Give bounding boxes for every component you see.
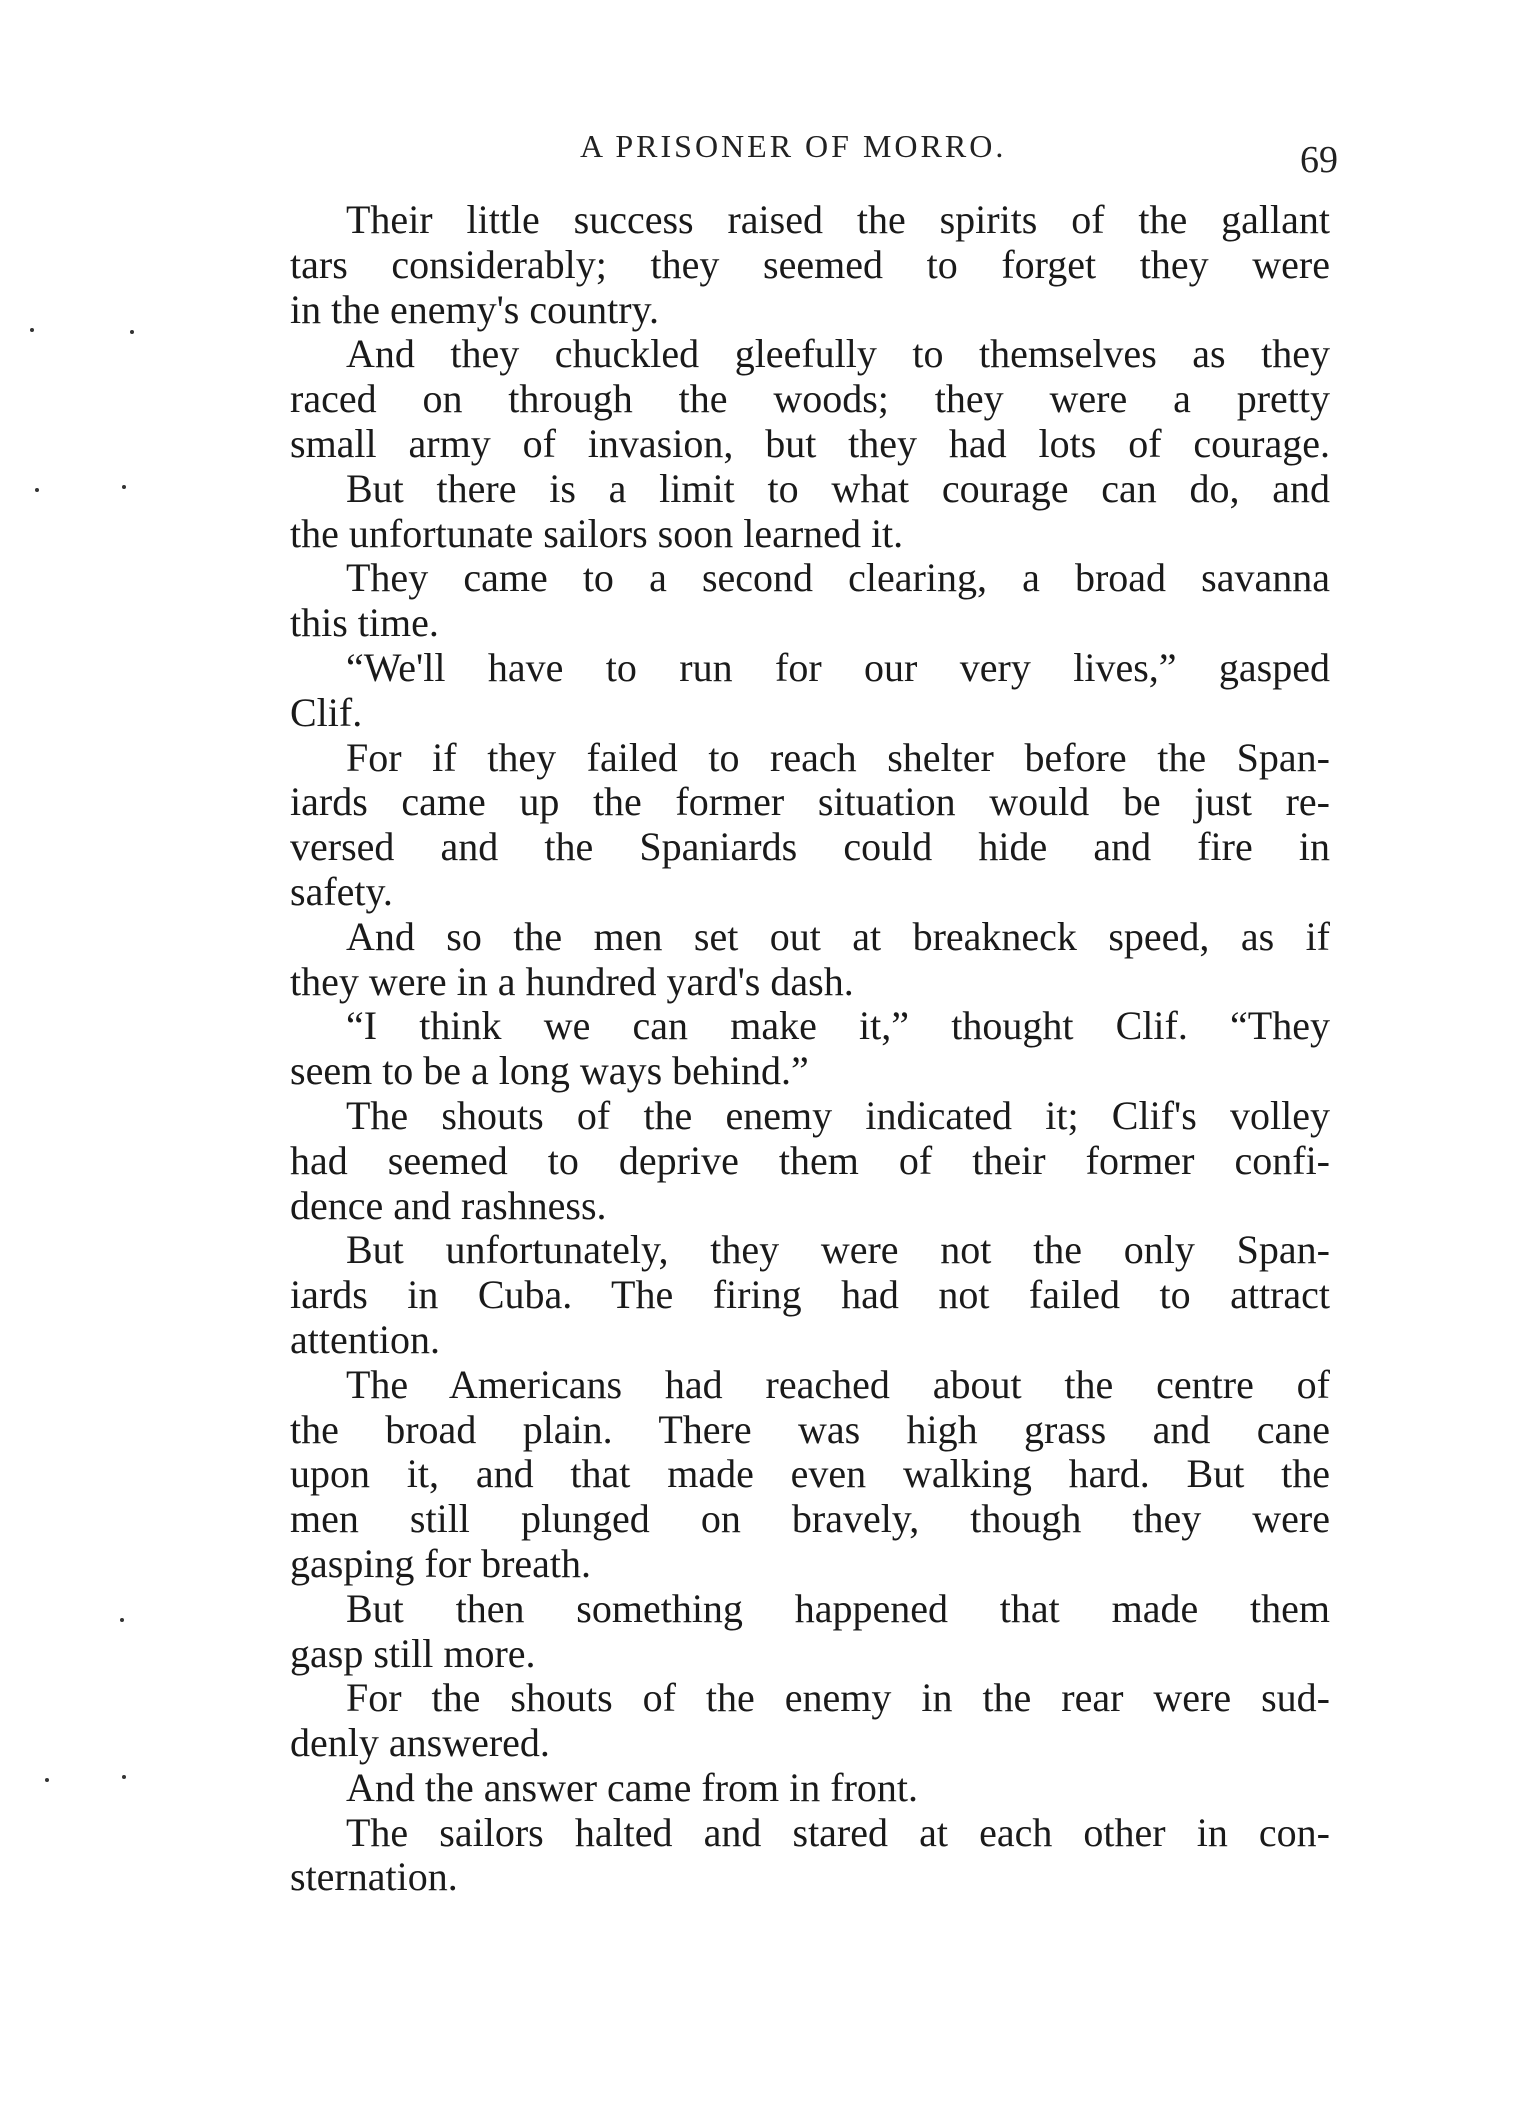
text-line: They came to a second clearing, a broad savanna [346, 555, 1330, 601]
text-line: The sailors halted and stared at each other in con- [346, 1809, 1330, 1855]
text-line: The Americans had reached about the centre of [346, 1361, 1330, 1407]
text-line: For if they failed to reach shelter before the Span- [346, 734, 1330, 780]
text-line: raced on through the woods; they were a pretty [290, 376, 1330, 422]
text-line: safety. [290, 868, 393, 914]
text-line: gasp still more. [290, 1630, 536, 1676]
text-line: small army of invasion, but they had lots of courage. [290, 420, 1330, 466]
text-line: sternation. [290, 1854, 458, 1900]
text-line: dence and rashness. [290, 1182, 607, 1228]
text-line: gasping for breath. [290, 1540, 592, 1586]
scan-speck [45, 1778, 49, 1782]
text-line: But unfortunately, they were not the only Span- [346, 1227, 1330, 1273]
text-line: But there is a limit to what courage can do, and [346, 465, 1330, 511]
scan-speck [122, 1775, 126, 1779]
text-line: upon it, and that made even walking hard. But the [290, 1451, 1330, 1497]
text-line: iards came up the former situation would be just re- [290, 779, 1330, 825]
text-line: And they chuckled gleefully to themselves as they [346, 331, 1330, 377]
text-line: tars considerably; they seemed to forget they were [290, 241, 1330, 287]
text-line: in the enemy's country. [290, 286, 659, 332]
text-line: had seemed to deprive them of their former confi- [290, 1137, 1330, 1183]
running-head: A PRISONER OF MORRO. [580, 128, 1007, 164]
text-line: Clif. [290, 689, 363, 735]
text-line: they were in a hundred yard's dash. [290, 958, 854, 1004]
text-line: seem to be a long ways behind.” [290, 1048, 809, 1094]
text-line: men still plunged on bravely, though they were [290, 1496, 1330, 1542]
text-line: iards in Cuba. The firing had not failed to attract [290, 1272, 1330, 1318]
text-line: “I think we can make it,” thought Clif. “They [346, 1003, 1330, 1049]
text-line: versed and the Spaniards could hide and fire in [290, 824, 1330, 870]
text-line: denly answered. [290, 1720, 550, 1766]
scan-speck [120, 1618, 124, 1622]
page-number: 69 [1300, 139, 1338, 181]
scan-speck [30, 328, 34, 332]
text-line: Their little success raised the spirits of the gallant [346, 197, 1330, 242]
scan-speck [122, 485, 126, 489]
text-line: attention. [290, 1316, 440, 1362]
text-line: For the shouts of the enemy in the rear were sud- [346, 1675, 1330, 1721]
scan-speck [130, 330, 134, 334]
text-line: But then something happened that made them [346, 1585, 1330, 1631]
body-text [290, 198, 1330, 1900]
text-line: the unfortunate sailors soon learned it. [290, 510, 904, 556]
text-line: And the answer came from in front. [346, 1764, 919, 1810]
scan-speck [35, 488, 39, 492]
text-line: “We'll have to run for our very lives,” gasped [346, 644, 1330, 690]
text-line: this time. [290, 600, 439, 646]
text-line: And so the men set out at breakneck speed, as if [346, 913, 1330, 959]
text-line: The shouts of the enemy indicated it; Clif's volley [346, 1092, 1330, 1138]
text-line: the broad plain. There was high grass and cane [290, 1406, 1330, 1452]
